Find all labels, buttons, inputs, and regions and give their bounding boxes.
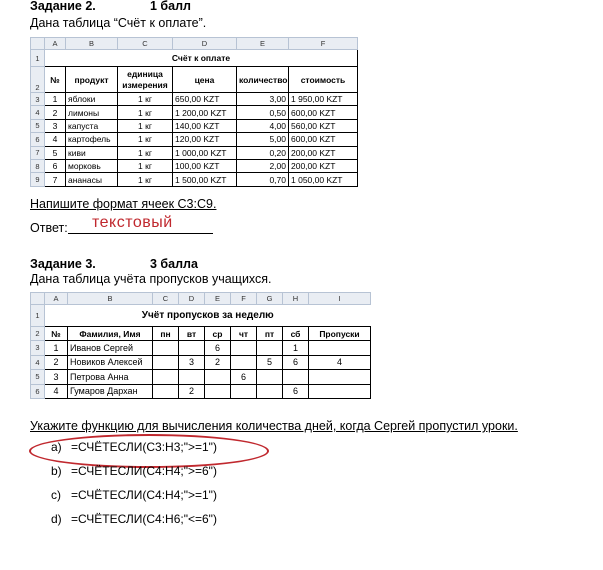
absence-spreadsheet: A B C D E F G H I 1 Учёт пропусков за неделю 2 № Фамилия, Имя пн вт ср чт пт сб Пропуски 3 1 Иванов Сергей 6 1 4 2 Новиков Алексей 3 2 5 6 4 5 3 Петрова Анна 6 6 4 Гумаров Дархан 2 6 — [30, 292, 371, 399]
absence-row: 4 2 Новиков Алексей 3 2 5 6 4 — [31, 355, 371, 370]
column-letters-row: A B C D E F G H I — [31, 293, 371, 305]
invoice-row: 8 6 морковь 1 кг 100,00 KZT 2,00 200,00 KZT — [31, 159, 358, 172]
invoice-row: 4 2 лимоны 1 кг 1 200,00 KZT 0,50 600,00 KZT — [31, 106, 358, 119]
option-letter: d) — [51, 512, 62, 526]
option-formula: =СЧЁТЕСЛИ(C4:H4;">=1") — [71, 488, 217, 502]
invoice-row: 7 5 киви 1 кг 1 000,00 KZT 0,20 200,00 KZT — [31, 146, 358, 159]
column-letters-row: A B C D E F — [31, 38, 358, 50]
option-letter: b) — [51, 464, 62, 478]
invoice-row: 6 4 картофель 1 кг 120,00 KZT 5,00 600,00 KZT — [31, 133, 358, 146]
task2-points: 1 балл — [150, 0, 191, 13]
invoice-row: 9 7 ананасы 1 кг 1 500,00 KZT 0,70 1 050,00 KZT — [31, 173, 358, 186]
absence-row: 3 1 Иванов Сергей 6 1 — [31, 341, 371, 356]
invoice-spreadsheet: A B C D E F 1 Счёт к оплате 2 № продукт единица измерения цена количество стоимость 3 1 яблоки 1 кг 650,00 KZT 3,00 1 950,00 KZT 4 2 лимоны 1 кг 1 200,00 KZT 0,50 600,00 KZT 5 3 капуста 1 кг 140,00 KZT 4,00 560,00 KZT 6 4 картофель 1 кг 120,00 KZT 5,00 600,00 KZT 7 5 киви 1 кг 1 000,00 KZT 0,20 200,00 KZT 8 6 морковь 1 кг 100,00 KZT 2,00 200,00 KZT 9 7 ананасы 1 кг 1 500,00 KZT 0,70 1 050,00 KZT — [30, 37, 358, 187]
invoice-row: 5 3 капуста 1 кг 140,00 KZT 4,00 560,00 KZT — [31, 119, 358, 132]
option-formula: =СЧЁТЕСЛИ(C3:H3;">=1") — [71, 440, 217, 454]
absence-row: 6 4 Гумаров Дархан 2 6 — [31, 384, 371, 399]
invoice-row: 3 1 яблоки 1 кг 650,00 KZT 3,00 1 950,00 KZT — [31, 93, 358, 106]
invoice-title: Счёт к оплате — [45, 50, 358, 67]
handwritten-answer: текстовый — [92, 214, 173, 231]
task2-heading: Задание 2. — [30, 0, 96, 13]
option-formula: =СЧЁТЕСЛИ(C4:H6;"<=6") — [71, 512, 217, 526]
invoice-header-row: 2 № продукт единица измерения цена количество стоимость — [31, 67, 358, 93]
task3-intro: Дана таблица учёта пропусков учащихся. — [30, 272, 272, 286]
answer-line — [68, 233, 213, 234]
absence-title: Учёт пропусков за неделю — [141, 310, 274, 321]
task2-intro: Дана таблица “Счёт к оплате”. — [30, 16, 207, 30]
task3-question: Укажите функцию для вычисления количества дней, когда Сергей пропустил уроки. — [30, 419, 518, 433]
option-letter: a) — [51, 440, 62, 454]
answer-label: Ответ: — [30, 221, 68, 235]
option-formula: =СЧЁТЕСЛИ(C4:H4;">=6") — [71, 464, 217, 478]
task3-heading: Задание 3. — [30, 257, 96, 271]
task3-points: 3 балла — [150, 257, 198, 271]
option-letter: c) — [51, 488, 61, 502]
absence-header-row: 2 № Фамилия, Имя пн вт ср чт пт сб Пропуски — [31, 327, 371, 341]
task2-question: Напишите формат ячеек C3:C9. — [30, 197, 217, 211]
absence-row: 5 3 Петрова Анна 6 — [31, 370, 371, 385]
